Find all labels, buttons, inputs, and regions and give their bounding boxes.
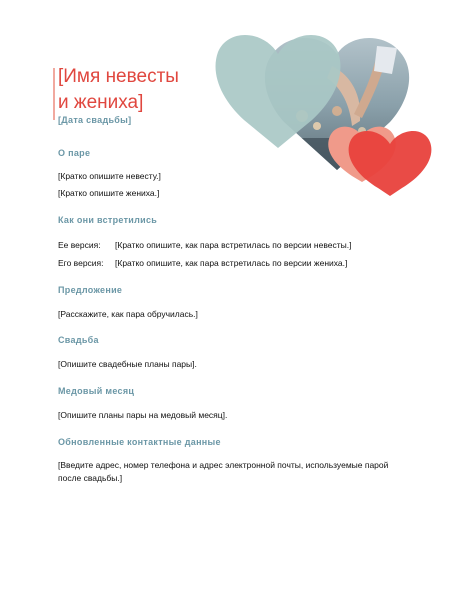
wedding-date: [Дата свадьбы] — [58, 115, 132, 125]
his-version-label: Его версия: — [58, 258, 104, 268]
section-heading-contacts: Обновленные контактные данные — [58, 437, 221, 447]
section-heading-honeymoon: Медовый месяц — [58, 386, 135, 396]
honeymoon-text: [Опишите планы пары на медовый месяц]. — [58, 410, 228, 420]
her-version-text: [Кратко опишите, как пара встретилась по версии невесты.] — [115, 240, 352, 250]
proposal-text: [Расскажите, как пара обручилась.] — [58, 309, 198, 319]
contacts-text: [Введите адрес, номер телефона и адрес электронной почты, используемые парой после свадьбы.] — [58, 460, 389, 483]
hearts-photo-decoration — [212, 26, 442, 198]
wedding-text: [Опишите свадебные планы пары]. — [58, 359, 197, 369]
title-accent-bar — [53, 68, 55, 120]
bride-description: [Кратко опишите невесту.] — [58, 171, 161, 181]
page-title — [58, 64, 179, 116]
his-version-text: [Кратко опишите, как пара встретилась по версии жениха.] — [115, 258, 348, 268]
title-line-2: и жениха] — [58, 92, 144, 113]
section-heading-met: Как они встретились — [58, 215, 158, 225]
section-heading-wedding: Свадьба — [58, 335, 99, 345]
her-version-label: Ее версия: — [58, 240, 101, 250]
groom-description: [Кратко опишите жениха.] — [58, 188, 160, 198]
section-heading-proposal: Предложение — [58, 285, 123, 295]
title-line-1: [Имя невесты — [58, 66, 179, 87]
section-heading-about: О паре — [58, 148, 91, 158]
